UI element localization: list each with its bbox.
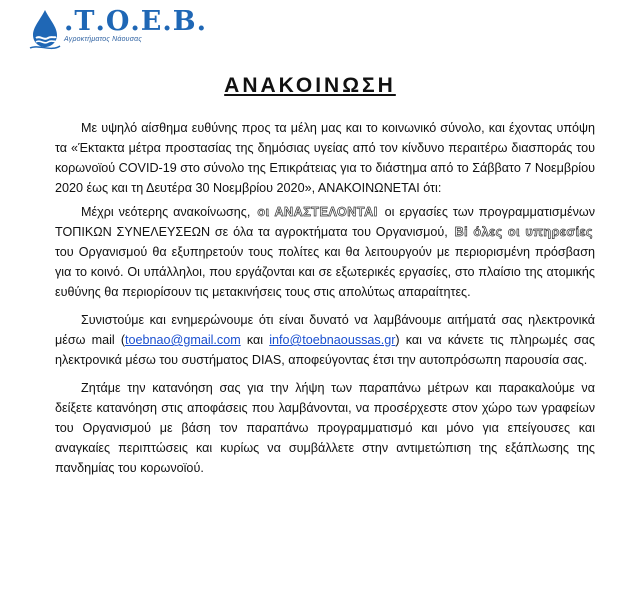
text-segment: οι εργασίες των προγραμματισμένων ΤΟΠΙΚΩΝ ΣΥΝΕΛΕΥΣΕΩΝ σε όλα τα αγροκτήματα του Οργανισμού, [55, 205, 596, 239]
email-link-info[interactable]: info@toebnaoussas.gr [269, 333, 396, 347]
text-segment: ) και να κάνετε τις πληρωμές σας ηλεκτρονικά μέσω του συστήματος DIAS, αποφεύγοντας έτσι την αυτοπρόσωπη παρουσία σας. [55, 333, 595, 367]
highlight-suspended: οι ΑΝΑΣΤΕΛΟΝΤΑΙ [257, 205, 378, 219]
paragraph-contact [55, 310, 595, 370]
logo-name: .Τ.Ο.Ε.Β. [64, 6, 208, 37]
organization-logo [28, 8, 207, 50]
email-link-gmail[interactable]: toebnao@gmail.com [125, 333, 241, 347]
announcement-body [55, 118, 595, 486]
water-drop-icon [28, 8, 62, 50]
paragraph-closing: Ζητάμε την κατανόηση σας για την λήψη των παραπάνω μέτρων και παρακαλούμε να δείξετε κατανόηση στις αποφάσεις που λαμβάνονται, να προσέρχεστε στον χώρο των γραφείων του Οργανισμού με βάση τον παραπάνω προγραμματισμό και μόνο για επείγουσες και αναγκαίες περιπτώσεις και κυρίως να συμβάλλετε στην αντιμετώπιση της εξάπλωσης της πανδημίας του κορωνοϊού. [55, 381, 595, 475]
text-segment: και [240, 333, 270, 347]
logo-subtitle: Αγροκτήματος Νάουσας [64, 36, 142, 43]
text-segment: Συνιστούμε και ενημερώνουμε ότι είναι δυνατό να λαμβάνουμε αιτήματά σας ηλεκτρονικά μέσω mail ( [55, 313, 595, 347]
text-segment: Μέχρι νεότερης ανακοίνωσης, [81, 205, 256, 219]
text-segment: του Οργανισμού θα εξυπηρετούν τους πολίτες και θα λειτουργούν με περιορισμένη πρόσβαση για το κοινό. Οι υπάλληλοι, που εργάζονται και σε εξωτερικές εργασίες, στο πλαίσιο της ατομικής ευθύνης θα περιορίσουν τις μετακινήσεις τους στις απολύτως απαραίτητες. [55, 245, 595, 299]
paragraph-suspension [55, 202, 595, 302]
highlight-all-services: Βi όλες οι υπηρεσίες [454, 225, 593, 239]
page-title: ΑΝΑΚΟΙΝΩΣΗ [224, 74, 396, 97]
paragraph-intro: Με υψηλό αίσθημα ευθύνης προς τα μέλη μας και το κοινωνικό σύνολο, και έχοντας υπόψη τα «Έκτακτα μέτρα προστασίας της δημόσιας υγείας από τον κίνδυνο περαιτέρω διασποράς του κορωνοϊού COVID-19 στο σύνολο της Επικράτειας για το διάστημα από το Σάββατο 7 Νοεμβρίου 2020 έως και τη Δευτέρα 30 Νοεμβρίου 2020», ΑΝΑΚΟΙΝΩΝΕΤΑΙ ότι: [55, 121, 595, 195]
